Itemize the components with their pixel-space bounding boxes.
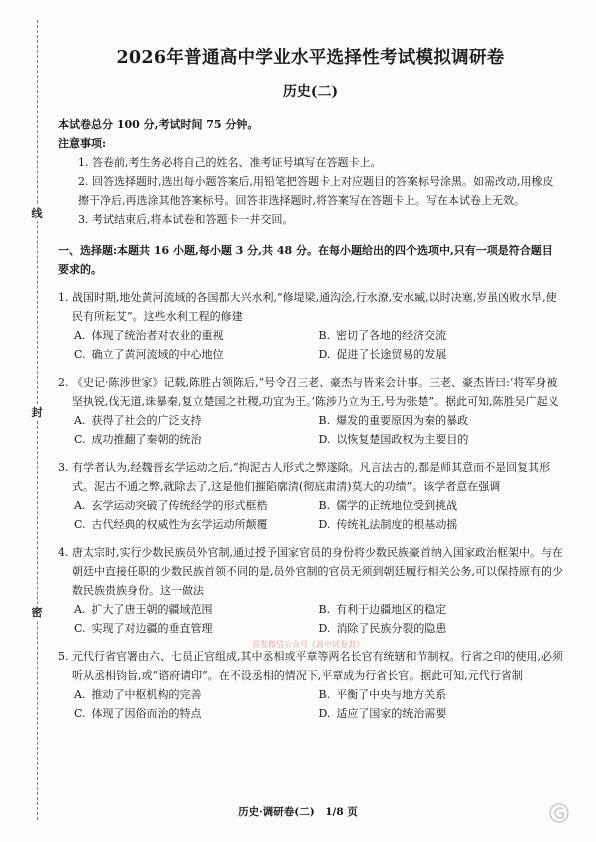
question-stem: 元代行省官署由六、七员正官组成,其中丞相或平章等两名长官有统辖和节制权。行省之印的使用,必须听从丞相钧旨,或“谘府请印”。在不设丞相的情况下,平章成为行省长官。据此可知,元代行省制 (72, 650, 563, 682)
question-number: 1. (58, 291, 69, 304)
question-number: 5. (58, 650, 69, 663)
question-5 (58, 647, 563, 723)
question-3 (58, 458, 563, 534)
page-footer: 历史·调研卷(二) 1/8 页 (238, 806, 358, 818)
binding-dashed-line (37, 20, 38, 820)
question-number: 4. (58, 546, 69, 559)
question-1 (58, 288, 563, 364)
option-d: D. 以恢复楚国政权为主要目的 (318, 433, 469, 446)
option-b: B. 密切了各地的经济交流 (318, 329, 447, 342)
binding-label-secret: 密 (31, 606, 43, 619)
option-a: A. 扩大了唐王朝的疆域范围 (74, 603, 213, 616)
question-stem: 《史记·陈涉世家》记载,陈胜占领陈后,“号令召三老、豪杰与皆来会计事。三老、豪杰皆曰:‘将军身被坚执锐,伐无道,诛暴秦,复立楚国之社稷,功宜为王。’陈涉乃立为王,号为张楚”。据此可知,陈胜吴广起义 (72, 376, 559, 408)
option-b: B. 平衡了中央与地方关系 (318, 688, 447, 701)
question-2 (58, 373, 563, 449)
section-heading: 一、选择题:本题共 16 小题,每小题 3 分,共 48 分。在每小题给出的四个选项中,只有一项是符合题目要求的。 (58, 244, 553, 276)
option-c: C. 实现了对边疆的垂直管理 (74, 622, 213, 635)
option-b: B. 儒学的正统地位受到挑战 (318, 499, 458, 512)
notice-item: 1. 答卷前,考生务必将自己的姓名、准考证号填写在答题卡上。 (78, 156, 382, 169)
option-d: D. 促进了长途贸易的发展 (318, 348, 447, 361)
exam-title: 2026年普通高中学业水平选择性考试模拟调研卷 (116, 48, 505, 68)
notice-item: 2. 回答选择题时,选出每小题答案后,用铅笔把答题卡上对应题目的答案标号涂黑。如需改动,用橡皮擦干净后,再选涂其他答案标号。回答非选择题时,将答案写在答题卡上。写在本试卷上无效。 (78, 175, 554, 207)
question-number: 3. (58, 461, 69, 474)
corner-logo-icon (548, 802, 570, 824)
question-number: 2. (58, 376, 69, 389)
option-d: D. 传统礼法制度的根基动摇 (318, 518, 458, 531)
question-stem: 战国时期,地处黄河流域的各国都大兴水利,“修堤梁,通沟浍,行水潦,安水臧,以时决塞,岁虽凶败水旱,使民有所耘艾”。这些水利工程的修建 (72, 291, 557, 323)
exam-info (58, 115, 563, 229)
question-stem: 唐太宗时,实行少数民族员外官制,通过授予国家官员的身份将少数民族豪首纳入国家政治框架中。与在朝廷中直接任职的少数民族首领不同的是,员外官制的官员无须到朝廷履行相关公务,可以保持原有的少数民族贵族身份。这一做法 (72, 546, 563, 597)
question-list (58, 288, 563, 723)
option-a: A. 推动了中枢机构的完善 (74, 688, 202, 701)
exam-subtitle: 历史(二) (282, 84, 339, 100)
page-content (58, 40, 563, 723)
option-b: B. 有利于边疆地区的稳定 (318, 603, 447, 616)
notice-item: 3. 考试结束后,将本试卷和答题卡一并交回。 (78, 213, 294, 226)
option-d: D. 适应了国家的统治需要 (318, 707, 447, 720)
binding-label-seal: 封 (31, 406, 43, 419)
binding-label-line: 线 (31, 207, 43, 220)
option-c: C. 体现了因俗而治的特点 (74, 707, 202, 720)
option-a: A. 玄学运动突破了传统经学的形式框梏 (74, 499, 268, 512)
option-b: B. 爆发的重要原因为秦的暴政 (318, 414, 469, 427)
option-a: A. 体现了统治者对农业的重视 (74, 329, 224, 342)
watermark-text: 首发微信公众号《高中试卷君》 (252, 640, 364, 649)
option-d: D. 消除了民族分裂的隐患 (318, 622, 447, 635)
question-stem: 有学者认为,经魏晋玄学运动之后,“拘泥古人形式之弊遂除。凡言法古的,都是师其意而不是回复其形式。泥古不通之弊,就除去了,这是他们摧陷廓清(彻底肃清)莫大的功绩”。该学者意在强调 (72, 461, 551, 493)
notice-title: 注意事项: (58, 137, 107, 150)
option-c: C. 古代经典的权威性为玄学运动所颠覆 (74, 518, 268, 531)
question-4 (58, 543, 563, 638)
score-line: 本试卷总分 100 分,考试时间 75 分钟。 (58, 118, 259, 131)
option-a: A. 获得了社会的广泛支持 (74, 414, 202, 427)
option-c: C. 确立了黄河流域的中心地位 (74, 348, 224, 361)
option-c: C. 成功推翻了秦朝的统治 (74, 433, 202, 446)
